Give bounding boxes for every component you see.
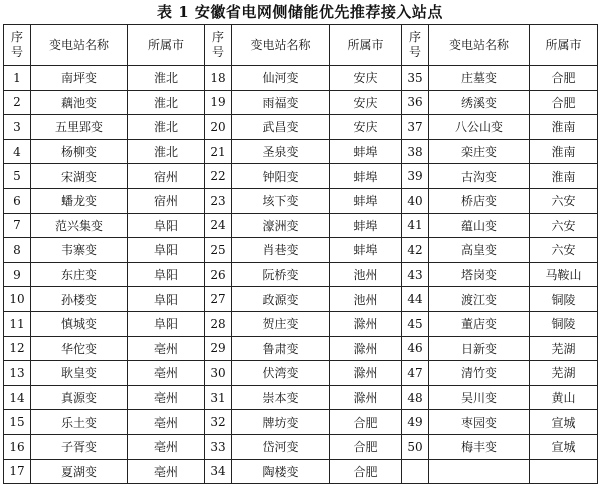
cell-city: 蚌埠	[330, 164, 402, 189]
header-index: 序 号	[4, 25, 31, 66]
cell-index: 20	[205, 115, 232, 140]
substation-table	[3, 24, 598, 484]
cell-index: 7	[4, 213, 31, 238]
cell-index: 10	[4, 287, 31, 312]
cell-city: 蚌埠	[330, 238, 402, 263]
cell-index: 2	[4, 90, 31, 115]
cell-city: 亳州	[128, 434, 205, 459]
cell-index: 46	[402, 336, 429, 361]
cell-city: 淮南	[530, 115, 598, 140]
table-row	[4, 164, 598, 189]
table-row	[4, 213, 598, 238]
header-city: 所属市	[128, 25, 205, 66]
cell-index: 15	[4, 410, 31, 435]
cell-station-name: 渡江变	[429, 287, 530, 312]
cell-station-name: 绣溪变	[429, 90, 530, 115]
cell-city	[530, 459, 598, 484]
cell-index: 47	[402, 361, 429, 386]
table-row	[4, 262, 598, 287]
cell-station-name: 宋湖变	[31, 164, 128, 189]
cell-city: 合肥	[530, 66, 598, 91]
table-row	[4, 361, 598, 386]
cell-station-name: 日新变	[429, 336, 530, 361]
cell-station-name: 仙河变	[232, 66, 330, 91]
cell-city: 宣城	[530, 410, 598, 435]
cell-station-name: 华佗变	[31, 336, 128, 361]
cell-city: 蚌埠	[330, 188, 402, 213]
table-row	[4, 311, 598, 336]
cell-station-name: 肖巷变	[232, 238, 330, 263]
cell-city: 合肥	[530, 90, 598, 115]
table-body	[4, 66, 598, 484]
cell-index: 16	[4, 434, 31, 459]
cell-station-name: 塔岗变	[429, 262, 530, 287]
cell-index: 39	[402, 164, 429, 189]
cell-station-name: 桥店变	[429, 188, 530, 213]
table-row	[4, 410, 598, 435]
cell-city: 芜湖	[530, 361, 598, 386]
cell-city: 亳州	[128, 459, 205, 484]
cell-city: 马鞍山	[530, 262, 598, 287]
cell-station-name: 真源变	[31, 385, 128, 410]
cell-city: 蚌埠	[330, 213, 402, 238]
cell-index: 25	[205, 238, 232, 263]
cell-city: 安庆	[330, 90, 402, 115]
cell-station-name: 古沟变	[429, 164, 530, 189]
cell-index: 9	[4, 262, 31, 287]
cell-index: 48	[402, 385, 429, 410]
header-city: 所属市	[330, 25, 402, 66]
cell-city: 滁州	[330, 311, 402, 336]
table-row	[4, 90, 598, 115]
cell-index: 29	[205, 336, 232, 361]
cell-station-name: 八公山变	[429, 115, 530, 140]
cell-city: 池州	[330, 262, 402, 287]
cell-index: 4	[4, 139, 31, 164]
cell-station-name: 董店变	[429, 311, 530, 336]
header-station: 变电站名称	[429, 25, 530, 66]
table-row	[4, 336, 598, 361]
cell-index: 22	[205, 164, 232, 189]
cell-station-name: 杨柳变	[31, 139, 128, 164]
cell-station-name: 圣泉变	[232, 139, 330, 164]
cell-index: 36	[402, 90, 429, 115]
cell-city: 合肥	[330, 459, 402, 484]
cell-station-name: 范兴集变	[31, 213, 128, 238]
cell-city: 阜阳	[128, 262, 205, 287]
cell-city: 阜阳	[128, 311, 205, 336]
cell-station-name: 高皇变	[429, 238, 530, 263]
cell-city: 芜湖	[530, 336, 598, 361]
cell-index: 21	[205, 139, 232, 164]
cell-index: 14	[4, 385, 31, 410]
cell-city: 宿州	[128, 188, 205, 213]
cell-station-name: 贺庄变	[232, 311, 330, 336]
cell-index: 11	[4, 311, 31, 336]
cell-station-name: 南坪变	[31, 66, 128, 91]
cell-station-name: 陶楼变	[232, 459, 330, 484]
cell-city: 蚌埠	[330, 139, 402, 164]
cell-index: 27	[205, 287, 232, 312]
cell-city: 合肥	[330, 434, 402, 459]
cell-city: 池州	[330, 287, 402, 312]
cell-index: 31	[205, 385, 232, 410]
cell-city: 滁州	[330, 385, 402, 410]
cell-index: 24	[205, 213, 232, 238]
cell-city: 铜陵	[530, 311, 598, 336]
cell-station-name: 庄墓变	[429, 66, 530, 91]
cell-station-name: 雨福变	[232, 90, 330, 115]
table-row	[4, 66, 598, 91]
table-row	[4, 459, 598, 484]
cell-city: 六安	[530, 238, 598, 263]
cell-index: 23	[205, 188, 232, 213]
cell-index: 38	[402, 139, 429, 164]
cell-index: 43	[402, 262, 429, 287]
cell-station-name: 五里郢变	[31, 115, 128, 140]
cell-city: 宿州	[128, 164, 205, 189]
cell-station-name: 栾庄变	[429, 139, 530, 164]
header-index: 序 号	[205, 25, 232, 66]
cell-city: 安庆	[330, 115, 402, 140]
cell-station-name: 垓下变	[232, 188, 330, 213]
cell-city: 六安	[530, 188, 598, 213]
cell-city: 宣城	[530, 434, 598, 459]
cell-index: 44	[402, 287, 429, 312]
cell-city: 淮南	[530, 139, 598, 164]
cell-index: 32	[205, 410, 232, 435]
table-row	[4, 188, 598, 213]
cell-station-name: 吴川变	[429, 385, 530, 410]
cell-index: 5	[4, 164, 31, 189]
cell-station-name: 武昌变	[232, 115, 330, 140]
cell-station-name: 鲁肃变	[232, 336, 330, 361]
cell-index: 28	[205, 311, 232, 336]
cell-city: 阜阳	[128, 213, 205, 238]
cell-index: 3	[4, 115, 31, 140]
cell-index: 49	[402, 410, 429, 435]
cell-city: 铜陵	[530, 287, 598, 312]
cell-city: 亳州	[128, 410, 205, 435]
cell-station-name: 乐土变	[31, 410, 128, 435]
cell-index: 34	[205, 459, 232, 484]
cell-station-name: 藕池变	[31, 90, 128, 115]
cell-index: 18	[205, 66, 232, 91]
cell-index: 42	[402, 238, 429, 263]
cell-station-name: 崇本变	[232, 385, 330, 410]
cell-station-name: 牌坊变	[232, 410, 330, 435]
cell-station-name: 伏湾变	[232, 361, 330, 386]
cell-city: 滁州	[330, 336, 402, 361]
cell-index: 35	[402, 66, 429, 91]
cell-station-name: 夏湖变	[31, 459, 128, 484]
cell-index: 50	[402, 434, 429, 459]
cell-index: 19	[205, 90, 232, 115]
cell-index: 26	[205, 262, 232, 287]
cell-station-name: 耿皇变	[31, 361, 128, 386]
cell-index: 13	[4, 361, 31, 386]
cell-city: 亳州	[128, 385, 205, 410]
table-title: 表 1 安徽省电网侧储能优先推荐接入站点	[157, 3, 443, 21]
cell-station-name: 政源变	[232, 287, 330, 312]
cell-city: 淮北	[128, 66, 205, 91]
cell-index: 45	[402, 311, 429, 336]
header-city: 所属市	[530, 25, 598, 66]
cell-city: 亳州	[128, 336, 205, 361]
cell-city: 合肥	[330, 410, 402, 435]
cell-city: 滁州	[330, 361, 402, 386]
header-station: 变电站名称	[31, 25, 128, 66]
cell-city: 亳州	[128, 361, 205, 386]
cell-city: 淮南	[530, 164, 598, 189]
header-station: 变电站名称	[232, 25, 330, 66]
table-row	[4, 434, 598, 459]
cell-index: 6	[4, 188, 31, 213]
cell-city: 阜阳	[128, 287, 205, 312]
cell-city: 六安	[530, 213, 598, 238]
cell-index: 33	[205, 434, 232, 459]
cell-index: 8	[4, 238, 31, 263]
cell-city: 淮北	[128, 90, 205, 115]
table-row	[4, 287, 598, 312]
cell-index: 41	[402, 213, 429, 238]
cell-station-name: 阮桥变	[232, 262, 330, 287]
cell-station-name: 清竹变	[429, 361, 530, 386]
cell-station-name: 东庄变	[31, 262, 128, 287]
cell-station-name	[429, 459, 530, 484]
cell-station-name: 蟠龙变	[31, 188, 128, 213]
cell-station-name: 梅丰变	[429, 434, 530, 459]
cell-station-name: 枣园变	[429, 410, 530, 435]
cell-city: 淮北	[128, 139, 205, 164]
cell-index	[402, 459, 429, 484]
cell-index: 37	[402, 115, 429, 140]
cell-index: 40	[402, 188, 429, 213]
cell-station-name: 濠洲变	[232, 213, 330, 238]
cell-city: 淮北	[128, 115, 205, 140]
cell-city: 阜阳	[128, 238, 205, 263]
cell-city: 黄山	[530, 385, 598, 410]
table-row	[4, 139, 598, 164]
cell-index: 30	[205, 361, 232, 386]
cell-index: 1	[4, 66, 31, 91]
cell-station-name: 孙楼变	[31, 287, 128, 312]
cell-city: 安庆	[330, 66, 402, 91]
header-index: 序 号	[402, 25, 429, 66]
cell-station-name: 韦寨变	[31, 238, 128, 263]
cell-index: 12	[4, 336, 31, 361]
table-row	[4, 238, 598, 263]
cell-index: 17	[4, 459, 31, 484]
cell-station-name: 子胥变	[31, 434, 128, 459]
cell-station-name: 慎城变	[31, 311, 128, 336]
header-row	[4, 25, 598, 66]
cell-station-name: 蕴山变	[429, 213, 530, 238]
table-row	[4, 115, 598, 140]
cell-station-name: 岱河变	[232, 434, 330, 459]
cell-station-name: 钟阳变	[232, 164, 330, 189]
table-row	[4, 385, 598, 410]
